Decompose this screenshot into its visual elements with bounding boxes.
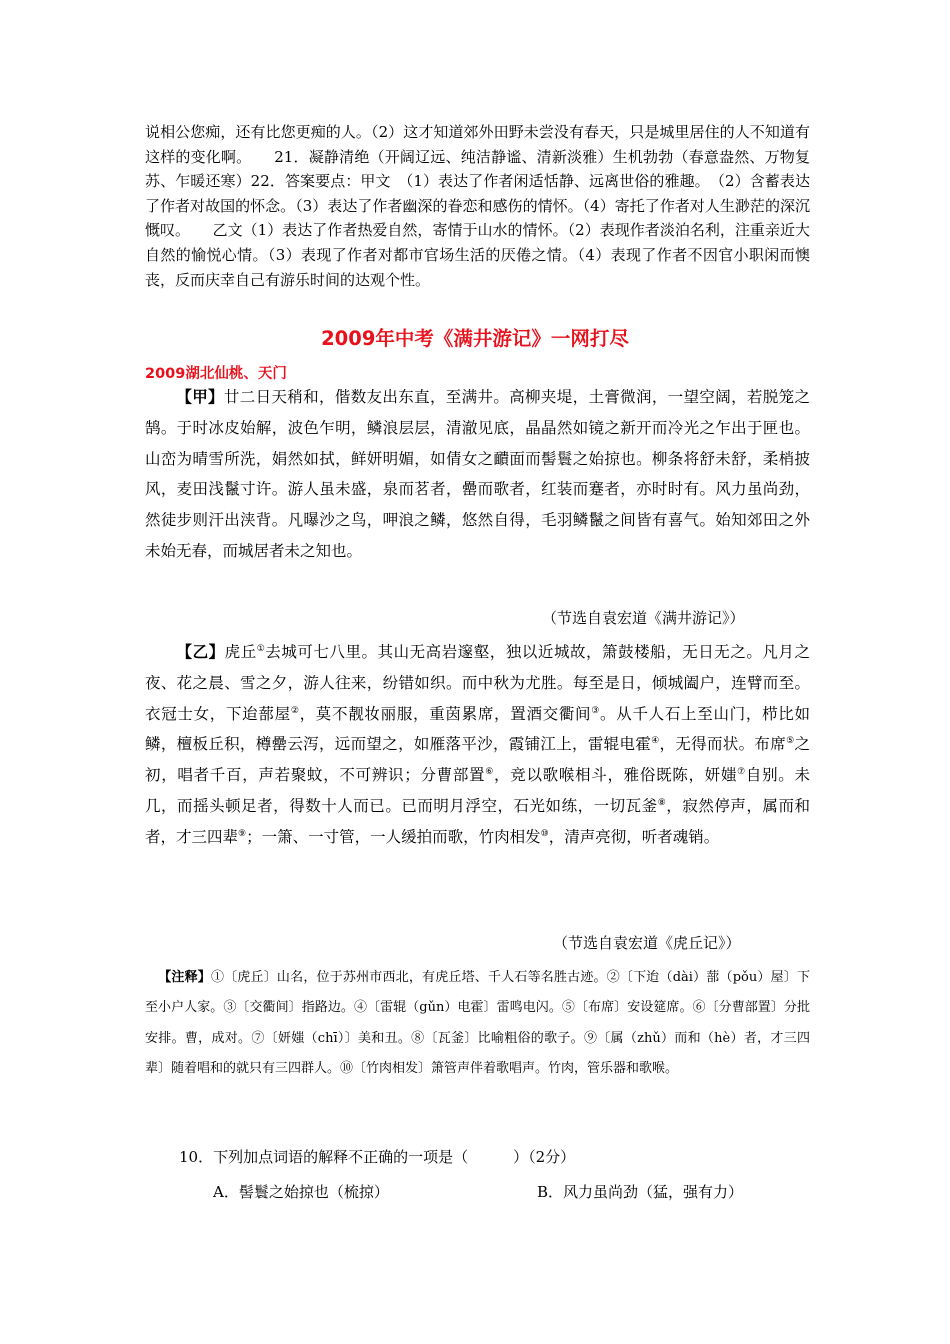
passage-jia-source: （节选自袁宏道《满井游记》） [542, 609, 745, 627]
passage-yi-text: ，无得而状。布席 [659, 735, 787, 754]
passage-yi-text: ，竞以歌喉相斗，雅俗既陈，妍媸 [494, 766, 738, 785]
annotations-text: ①〔虎丘〕山名，位于苏州市西北，有虎丘塔、千人石等名胜古迹。②〔下迨（dài）蔀（pǒu）屋〕下至小户人家。③〔交衢间〕指路边。④〔雷辊（gǔn）电霍〕雷鸣电闪。⑤〔布席〕安设筵席。⑥〔分曹部置〕分批安排。曹，成对。⑦〔妍媸（chī）〕美和丑。⑧〔瓦釜〕比喻粗俗的歌子。⑨〔属（zhǔ）而和（hè）者，才三四辈〕随着唱和的就只有三四群人。⑩〔竹肉相发〕箫管声伴着歌唱声。竹肉，管乐器和歌喉。 [145, 970, 810, 1076]
passage-jia-tag: 【甲】 [176, 387, 224, 406]
passage-jia-text: 廿二日天稍和，偕数友出东直，至满井。高柳夹堤，土膏微润，一望空阔，若脱笼之鹄。于时冰皮始解，波色乍明，鳞浪层层，清澈见底，晶晶然如镜之新开而冷光之乍出于匣也。山峦为晴雪所洗，娟然如拭，鲜妍明媚，如倩女之靧面而髻鬟之始掠也。柳条将舒未舒，柔梢披风，麦田浅鬣寸许。游人虽未盛，泉而茗者，罍而歌者，红装而蹇者，亦时时有。风力虽尚劲，然徒步则汗出浃背。凡曝沙之鸟，呷浪之鳞，悠然自得，毛羽鳞鬣之间皆有喜气。始知郊田之外未始无春，而城居者未之知也。 [145, 388, 810, 560]
answer-continuation-paragraph: 说相公您痴，还有比您更痴的人。（2）这才知道郊外田野未尝没有春天，只是城里居住的人不知道有这样的变化啊。 21．凝静清绝（开阔辽远、纯洁静谧、清新淡雅）生机勃勃（春意盎然、万物复苏、乍暖还寒）22．答案要点：甲文 （1）表达了作者闲适恬静、远离世俗的雅趣。 （2）含蓄表达了作者对故国的怀念。（3）表达了作者幽深的眷恋和感伤的情怀。（4）寄托了作者对人生渺茫的深沉慨叹。 乙文（1）表达了作者热爱自然，寄情于山水的情怀。（2）表现作者淡泊名利，注重亲近大自然的愉悦心情。（3）表现了作者对都市官场生活的厌倦之情。（4）表现了作者不因官小职闲而懊丧，反而庆幸自己有游乐时间的达观个性。 [145, 123, 810, 289]
footnote-marker: ⑤ [786, 736, 795, 747]
annotations-tag: 【注释】 [158, 970, 211, 985]
footnote-marker: ⑨ [238, 828, 247, 839]
passage-yi-text: 虎丘 [224, 643, 257, 661]
passage-yi-tag: 【乙】 [176, 642, 225, 661]
passage-yi-text: 去城可七八里。其山无高岩邃壑，独以近城故，箫鼓楼船，无日无之。凡月之夜、花之晨、雪之夕，游人往来，纷错如织。而中秋为尤胜。每至是日，倾城阖户，连臂而至。衣冠士女，下迨蔀屋 [145, 643, 810, 723]
footnote-marker: ⑥ [485, 767, 495, 778]
passage-yi-text: ，清声亮彻，听者魂销。 [548, 827, 720, 846]
question-10-option-b: B．风力虽尚劲（猛，强有力） [537, 1183, 744, 1201]
footnote-marker: ③ [591, 705, 601, 716]
passage-yi-text: 自别。未几，而摇头顿足者，得数十人而已。已而明月浮空，石光如练，一切瓦釜 [145, 766, 810, 815]
question-10: 10．下列加点词语的解释不正确的一项是（ ）（2分） [179, 1148, 576, 1166]
passage-yi [145, 637, 810, 853]
passage-yi-text: ；一箫、一寸管，一人缓拍而歌，竹肉相发 [246, 827, 541, 846]
footnote-marker: ④ [651, 736, 660, 747]
footnote-marker: ⑦ [737, 767, 746, 778]
footnote-marker: ⑧ [657, 797, 667, 808]
question-10-option-a: A．髻鬟之始掠也（梳掠） [213, 1183, 389, 1201]
passage-yi-text: 之初，唱者千百，声若聚蚊，不可辨识；分曹部置 [145, 735, 810, 785]
footnote-marker: ⑩ [540, 828, 549, 839]
passage-yi-text: ，莫不靓妆丽服，重茵累席，置酒交衢间 [299, 704, 592, 723]
annotations [145, 963, 810, 1084]
passage-yi-source: （节选自袁宏道《虎丘记》） [553, 934, 741, 952]
passage-jia [145, 382, 810, 567]
passage-yi-text: 。从千人石上至山门，栉比如鳞，檀板丘积，樽罍云泻，远而望之，如雁落平沙，霞铺江上，雷辊电霍 [145, 704, 810, 754]
section-title: 2009年中考《满井游记》一网打尽 [321, 327, 629, 350]
passage-yi-text: ，寂然停声，属而和者，才三四辈 [145, 796, 810, 846]
footnote-marker: ① [256, 643, 266, 654]
exam-region-label: 2009湖北仙桃、天门 [145, 366, 287, 382]
footnote-marker: ② [290, 705, 300, 716]
